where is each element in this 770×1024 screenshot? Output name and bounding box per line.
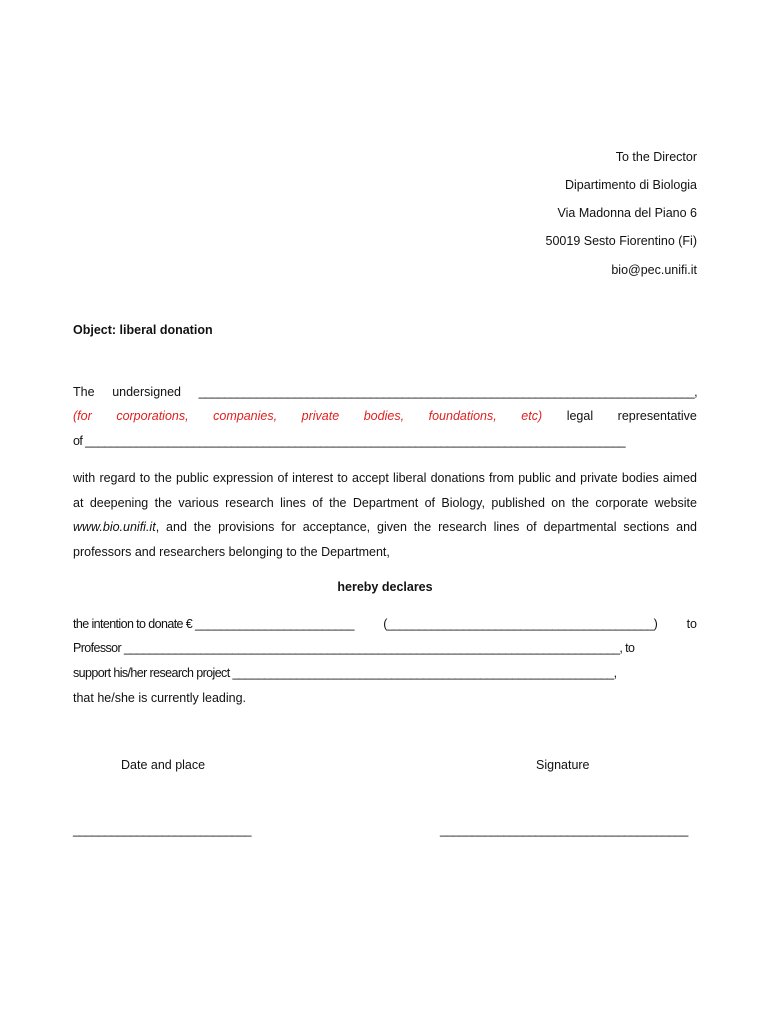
representative-word: representative <box>617 409 697 423</box>
corporations-word-4: private <box>301 409 340 423</box>
of-line: of _____________________________________________________________________________________ <box>73 434 626 448</box>
recipient-line-2: Dipartimento di Biologia <box>564 178 697 192</box>
object-heading: Object: liberal donation <box>73 323 213 337</box>
undersigned-label: undersigned <box>112 385 182 399</box>
undersigned-label-the: The <box>73 385 95 399</box>
signature-label: Signature <box>536 758 590 772</box>
corporations-word-7: etc) <box>521 409 543 423</box>
donation-line-1 <box>73 617 697 631</box>
date-place-label: Date and place <box>121 758 206 772</box>
recipient-line-4: 50019 Sesto Fiorentino (Fi) <box>545 234 697 248</box>
body-paragraph <box>73 466 697 564</box>
leading-line: that he/she is currently leading. <box>73 691 247 705</box>
corporations-word-3: companies, <box>213 409 278 423</box>
recipient-line-1: To the Director <box>615 150 697 164</box>
professor-line: Professor ______________________________________________________________________________, to <box>73 641 635 655</box>
recipient-line-3: Via Madonna del Piano 6 <box>557 206 697 220</box>
corporations-word-2: corporations, <box>116 409 189 423</box>
undersigned-line <box>73 385 697 399</box>
donation-amount: the intention to donate € _________________________ <box>73 617 354 631</box>
website-link: www.bio.unifi.it <box>73 520 156 534</box>
date-place-blank: ____________________________ <box>73 823 251 837</box>
body-part-1: with regard to the public expression of interest to accept liberal donations from public and private bodies aimed at deepening the various research lines of the Department of Biology, published on the corporate website <box>73 471 697 510</box>
recipient-email: bio@pec.unifi.it <box>611 263 697 277</box>
donation-amount-words: (__________________________________________) <box>383 617 658 631</box>
corporations-line <box>73 409 697 423</box>
corporations-word-5: bodies, <box>363 409 405 423</box>
legal-word: legal <box>566 409 594 423</box>
undersigned-blank: ______________________________________________________________________________, <box>198 385 697 399</box>
corporations-word-6: foundations, <box>428 409 497 423</box>
research-project-line: support his/her research project ____________________________________________________________, <box>73 666 617 680</box>
signature-blank: _______________________________________ <box>440 823 688 837</box>
donation-to: to <box>686 617 697 631</box>
declares-heading: hereby declares <box>337 580 433 594</box>
corporations-word-1: (for <box>73 409 92 423</box>
body-part-2: , and the provisions for acceptance, given the research lines of departmental sections and professors and researchers belonging to the Department, <box>73 520 697 559</box>
